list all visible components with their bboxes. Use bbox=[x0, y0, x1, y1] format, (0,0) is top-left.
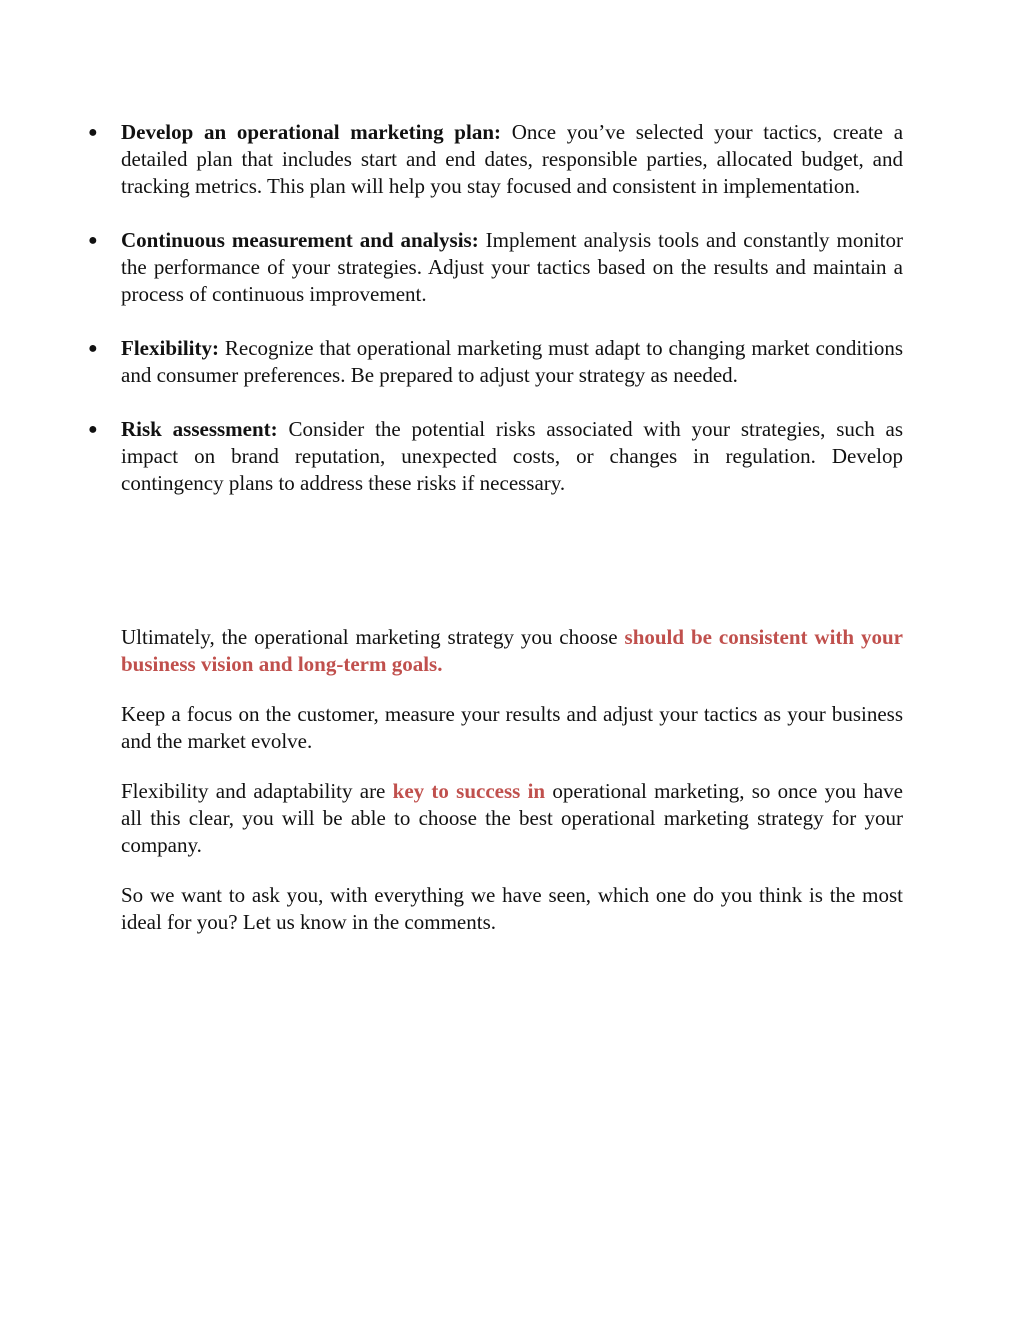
bullet-term: Continuous measurement and analysis: bbox=[121, 228, 479, 252]
bullet-text: Implement analysis tools and constantly monitor the performance of your strategies. Adjust your tactics based on the results and maintain a process of continuous improvement. bbox=[121, 228, 904, 306]
paragraph-text: Ultimately, the operational marketing strategy you choose bbox=[121, 625, 625, 649]
paragraph-customer-focus bbox=[121, 701, 903, 755]
bullet-text: Consider the potential risks associated with your strategies, such as impact on brand reputation, unexpected costs, or changes in regulation. Develop contingency plans to address these risks if necessary. bbox=[121, 417, 904, 495]
bullet-term: Develop an operational marketing plan: bbox=[121, 120, 501, 144]
paragraph-text: Flexibility and adaptability are bbox=[121, 779, 393, 803]
bullet-text: Once you’ve selected your tactics, create a detailed plan that includes start and end dates, responsible parties, allocated budget, and tracking metrics. This plan will help you stay focused and consistent in implementation. bbox=[121, 120, 904, 198]
list-item bbox=[0, 335, 1024, 389]
list-item bbox=[0, 416, 1024, 497]
highlighted-text: should be consistent with your business vision and long-term goals. bbox=[121, 625, 903, 676]
bullet-text: Recognize that operational marketing must adapt to changing market conditions and consumer preferences. Be prepared to adjust your strategy as needed. bbox=[121, 336, 904, 387]
list-item bbox=[0, 119, 1024, 200]
paragraph-flexibility bbox=[121, 778, 903, 859]
bullet-term: Flexibility: bbox=[121, 336, 219, 360]
bullet-list bbox=[0, 119, 1024, 524]
paragraph-text: operational marketing, so once you have all this clear, you will be able to choose the best operational marketing strategy for your company. bbox=[121, 779, 903, 857]
bullet-icon: ● bbox=[88, 124, 98, 141]
closing-section bbox=[121, 624, 903, 959]
bullet-icon: ● bbox=[88, 232, 98, 249]
bullet-term: Risk assessment: bbox=[121, 417, 278, 441]
paragraph-text: So we want to ask you, with everything we have seen, which one do you think is the most ideal for you? Let us know in the comments. bbox=[121, 883, 903, 934]
list-item bbox=[0, 227, 1024, 308]
paragraph-ultimately bbox=[121, 624, 903, 678]
paragraph-text: Keep a focus on the customer, measure your results and adjust your tactics as your business and the market evolve. bbox=[121, 702, 903, 753]
bullet-icon: ● bbox=[88, 421, 98, 438]
highlighted-text: key to success in bbox=[392, 779, 546, 803]
bullet-icon: ● bbox=[88, 340, 98, 357]
paragraph-question bbox=[121, 882, 903, 936]
